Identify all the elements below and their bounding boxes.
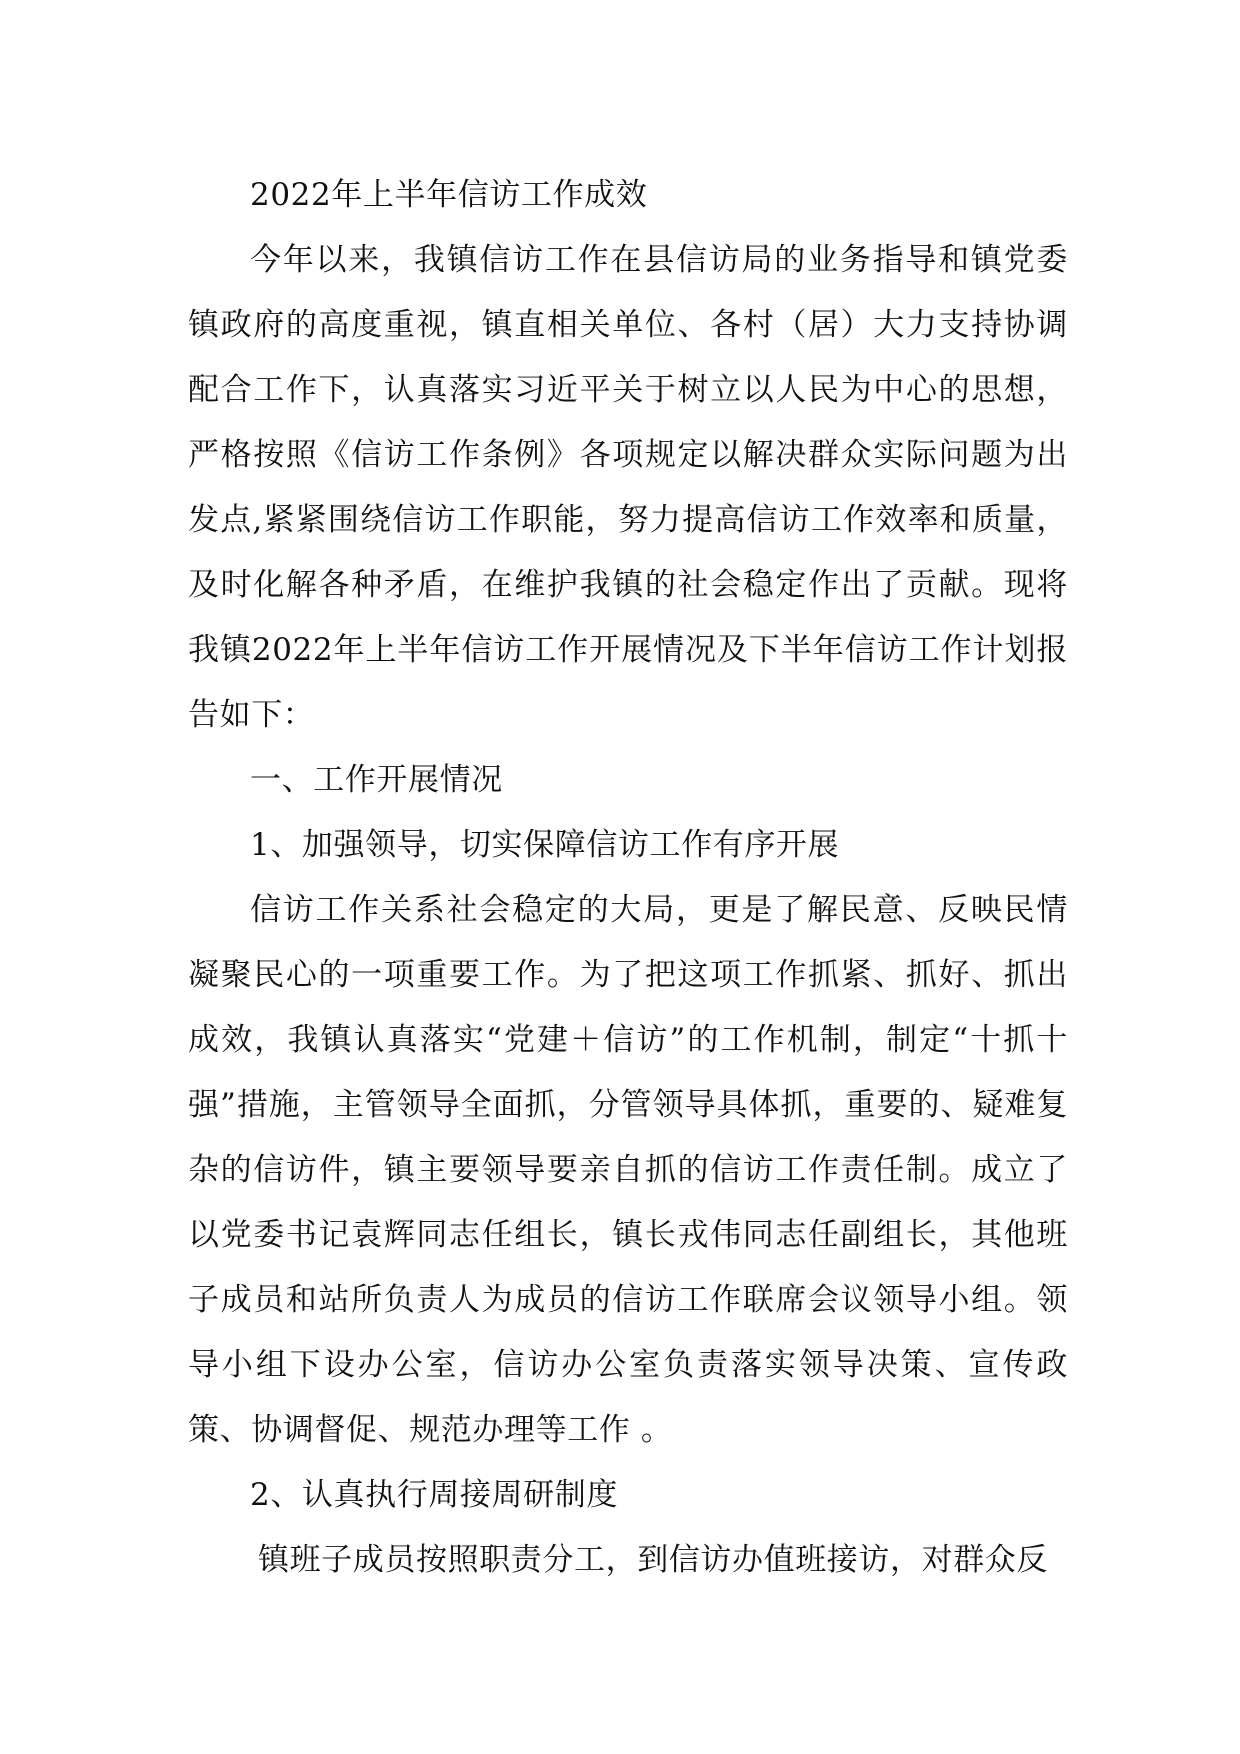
document-title: 2022年上半年信访工作成效 xyxy=(250,177,648,213)
paragraph-weekly-system: 镇班子成员按照职责分工，到信访办值班接访，对群众反 xyxy=(258,1542,1048,1578)
subsection-heading-leadership: 1、加强领导，切实保障信访工作有序开展 xyxy=(250,827,840,863)
paragraph-leadership: 信访工作关系社会稳定的大局，更是了解民意、反映民情凝聚民心的一项重要工作。为了把这项工作抓紧、抓好、抓出成效，我镇认真落实“党建＋信访”的工作机制，制定“十抓十强”措施，主管领导全面抓，分管领导具体抓，重要的、疑难复杂的信访件，镇主要领导要亲自抓的信访工作责任制。成立了以党委书记袁辉同志任组长，镇长戎伟同志任副组长，其他班子成员和站所负责人为成员的信访工作联席会议领导小组。领导小组下设办公室，信访办公室负责落实领导决策、宣传政策、协调督促、规范办理等工作 。 xyxy=(188,892,1068,1448)
document-body xyxy=(188,163,1068,1593)
paragraph-intro: 今年以来，我镇信访工作在县信访局的业务指导和镇党委镇政府的高度重视，镇直相关单位、各村（居）大力支持协调配合工作下，认真落实习近平关于树立以人民为中心的思想，严格按照《信访工作条例》各项规定以解决群众实际问题为出发点,紧紧围绕信访工作职能，努力提高信访工作效率和质量，及时化解各种矛盾，在维护我镇的社会稳定作出了贡献。现将我镇2022年上半年信访工作开展情况及下半年信访工作计划报告如下： xyxy=(188,242,1068,733)
subsection-heading-weekly-system: 2、认真执行周接周研制度 xyxy=(250,1477,618,1513)
section-heading-work-progress: 一、工作开展情况 xyxy=(250,762,503,798)
